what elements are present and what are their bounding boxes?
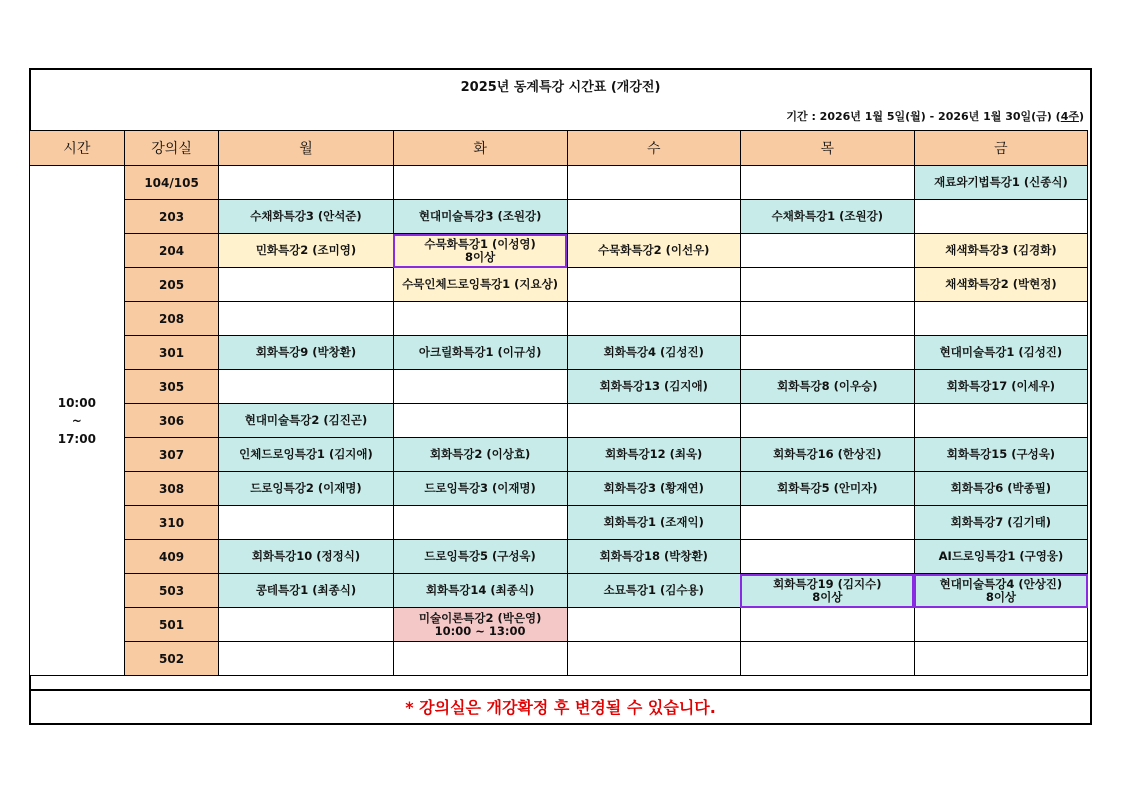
class-cell xyxy=(219,268,393,302)
class-cell xyxy=(740,166,914,200)
room-cell: 308 xyxy=(124,472,219,506)
class-name: 회화특강15 (구성욱) xyxy=(946,447,1056,461)
header-thu: 목 xyxy=(740,131,914,166)
class-name: 현대미술특강1 (김성진) xyxy=(939,345,1063,359)
class-cell xyxy=(914,370,1087,404)
class-cell xyxy=(740,608,914,642)
class-cell xyxy=(914,608,1087,642)
class-name: 회화특강8 (이우승) xyxy=(777,379,878,393)
table-row xyxy=(30,370,1088,404)
period-prefix: 기간 : 2026년 1월 5일(월) - 2026년 1월 30일(금) ( xyxy=(786,110,1061,123)
class-name: 소묘특강1 (김수용) xyxy=(603,583,704,597)
time-end: 17:00 xyxy=(57,431,96,446)
class-cell xyxy=(914,166,1087,200)
class-cell xyxy=(740,234,914,268)
class-cell xyxy=(914,472,1087,506)
room-cell: 503 xyxy=(124,574,219,608)
class-cell xyxy=(914,642,1087,676)
class-cell xyxy=(914,438,1087,472)
class-cell xyxy=(914,404,1087,438)
class-cell xyxy=(567,438,740,472)
class-name: 회화특강6 (박종필) xyxy=(950,481,1052,495)
class-cell xyxy=(567,166,740,200)
class-name: 채색화특강2 (박현정) xyxy=(945,277,1057,291)
class-cell xyxy=(567,608,740,642)
table-row xyxy=(30,642,1088,676)
class-cell xyxy=(567,302,740,336)
class-note: 10:00 ~ 13:00 xyxy=(434,623,526,638)
class-name: 회화특강9 (박창환) xyxy=(255,345,357,359)
class-name: 회화특강5 (안미자) xyxy=(777,481,878,495)
class-name: 현대미술특강4 (안상진) xyxy=(939,576,1063,591)
class-cell xyxy=(567,404,740,438)
class-cell xyxy=(219,608,393,642)
table-row xyxy=(30,404,1088,438)
class-cell xyxy=(219,540,393,574)
class-cell xyxy=(393,268,567,302)
class-cell xyxy=(567,200,740,234)
period-weeks: 4주 xyxy=(1060,110,1079,123)
class-name: 현대미술특강2 (김진곤) xyxy=(244,413,368,427)
class-name: 회화특강10 (정정식) xyxy=(251,549,361,563)
page-title: 2025년 동계특강 시간표 (개강전) xyxy=(460,80,661,95)
class-cell xyxy=(740,540,914,574)
class-cell xyxy=(219,574,393,608)
class-cell xyxy=(914,540,1087,574)
table-row xyxy=(30,540,1088,574)
period-label xyxy=(786,108,1084,124)
table-row xyxy=(30,200,1088,234)
header-fri: 금 xyxy=(914,131,1087,166)
class-name: 회화특강17 (이세우) xyxy=(946,379,1056,393)
class-note: 8이상 xyxy=(812,589,843,604)
class-name: 회화특강13 (김지애) xyxy=(599,379,708,393)
class-cell xyxy=(219,472,393,506)
header-time: 시간 xyxy=(30,131,125,166)
class-cell xyxy=(219,200,393,234)
room-cell: 104/105 xyxy=(124,166,219,200)
room-cell: 306 xyxy=(124,404,219,438)
class-cell xyxy=(393,506,567,540)
class-cell xyxy=(914,234,1087,268)
class-name: 수묵화특강1 (이성영) xyxy=(424,236,536,251)
room-cell: 205 xyxy=(124,268,219,302)
class-cell xyxy=(219,166,393,200)
class-cell xyxy=(740,302,914,336)
class-name: 재료와기법특강1 (신종식) xyxy=(934,175,1068,189)
class-name: 회화특강14 (최종식) xyxy=(425,583,535,597)
class-cell xyxy=(740,438,914,472)
class-name: 회화특강2 (이상효) xyxy=(429,447,531,461)
table-row xyxy=(30,608,1088,642)
class-cell xyxy=(914,574,1087,608)
class-name: 드로잉특강3 (이재명) xyxy=(424,481,536,495)
class-cell xyxy=(914,268,1087,302)
schedule-table xyxy=(29,130,1088,676)
time-range-cell xyxy=(30,166,125,676)
class-cell xyxy=(393,540,567,574)
class-cell xyxy=(567,506,740,540)
class-cell xyxy=(567,234,740,268)
class-cell xyxy=(219,302,393,336)
class-name: 미술이론특강2 (박은영) xyxy=(418,610,542,625)
room-cell: 307 xyxy=(124,438,219,472)
class-cell xyxy=(393,574,567,608)
table-row xyxy=(30,302,1088,336)
class-name: 아크릴화특강1 (이규성) xyxy=(418,345,542,359)
class-cell xyxy=(219,234,393,268)
room-cell: 301 xyxy=(124,336,219,370)
table-row xyxy=(30,472,1088,506)
class-name: 수묵화특강2 (이선우) xyxy=(598,243,710,257)
room-cell: 208 xyxy=(124,302,219,336)
class-cell xyxy=(567,472,740,506)
class-name: 회화특강12 (최욱) xyxy=(605,447,703,461)
class-cell xyxy=(740,404,914,438)
table-row xyxy=(30,574,1088,608)
class-cell xyxy=(393,404,567,438)
class-name: 회화특강7 (김기태) xyxy=(950,515,1052,529)
class-name: 회화특강3 (황재연) xyxy=(603,481,704,495)
table-row xyxy=(30,268,1088,302)
class-cell xyxy=(740,268,914,302)
room-cell: 203 xyxy=(124,200,219,234)
period-suffix: ) xyxy=(1078,110,1084,123)
room-cell: 409 xyxy=(124,540,219,574)
class-cell xyxy=(219,506,393,540)
class-name: 수채화특강3 (안석준) xyxy=(250,209,362,223)
class-name: 회화특강1 (조재익) xyxy=(603,515,704,529)
table-row xyxy=(30,438,1088,472)
class-name: AI드로잉특강1 (구영웅) xyxy=(938,549,1064,563)
class-cell xyxy=(393,472,567,506)
timetable-sheet xyxy=(29,68,1092,725)
class-cell xyxy=(219,438,393,472)
class-name: 현대미술특강3 (조원강) xyxy=(418,209,542,223)
class-cell xyxy=(219,404,393,438)
room-cell: 310 xyxy=(124,506,219,540)
class-cell xyxy=(219,642,393,676)
class-cell xyxy=(393,200,567,234)
class-cell xyxy=(740,574,914,608)
class-name: 인체드로잉특강1 (김지애) xyxy=(239,447,373,461)
class-name: 드로잉특강2 (이재명) xyxy=(250,481,362,495)
class-cell xyxy=(393,302,567,336)
room-cell: 305 xyxy=(124,370,219,404)
class-cell xyxy=(567,540,740,574)
class-note: 8이상 xyxy=(985,589,1017,604)
class-cell xyxy=(914,302,1087,336)
class-name: 콩테특강1 (최종식) xyxy=(255,583,357,597)
class-cell xyxy=(914,506,1087,540)
class-name: 수묵인체드로잉특강1 (지요상) xyxy=(402,277,559,291)
class-cell xyxy=(740,336,914,370)
class-cell xyxy=(567,574,740,608)
class-name: 수채화특강1 (조원강) xyxy=(771,209,884,223)
table-row xyxy=(30,506,1088,540)
room-cell: 501 xyxy=(124,608,219,642)
class-cell xyxy=(393,370,567,404)
class-cell xyxy=(219,370,393,404)
class-cell xyxy=(219,336,393,370)
class-cell xyxy=(567,268,740,302)
class-cell xyxy=(393,166,567,200)
class-cell xyxy=(567,336,740,370)
room-cell: 204 xyxy=(124,234,219,268)
header-row xyxy=(30,131,1088,166)
class-name: 회화특강19 (김지수) xyxy=(773,576,882,591)
table-row xyxy=(30,166,1088,200)
class-name: 회화특강16 (한상진) xyxy=(773,447,882,461)
notice-text: * 강의실은 개강확정 후 변경될 수 있습니다. xyxy=(31,689,1090,723)
class-cell xyxy=(740,370,914,404)
class-cell xyxy=(740,472,914,506)
class-cell xyxy=(740,642,914,676)
header-tue: 화 xyxy=(393,131,567,166)
class-cell xyxy=(393,642,567,676)
room-cell: 502 xyxy=(124,642,219,676)
time-start: 10:00 xyxy=(57,395,96,410)
class-name: 채색화특강3 (김경화) xyxy=(945,243,1057,257)
table-row xyxy=(30,336,1088,370)
class-name: 회화특강18 (박창환) xyxy=(599,549,708,563)
class-name: 회화특강4 (김성진) xyxy=(603,345,704,359)
class-cell xyxy=(393,234,567,268)
header-wed: 수 xyxy=(567,131,740,166)
class-cell xyxy=(393,438,567,472)
class-name: 민화특강2 (조미영) xyxy=(255,243,357,257)
class-note: 8이상 xyxy=(464,249,496,264)
header-room: 강의실 xyxy=(124,131,219,166)
header-mon: 월 xyxy=(219,131,393,166)
class-cell xyxy=(393,608,567,642)
schedule-body xyxy=(30,166,1088,676)
table-row xyxy=(30,234,1088,268)
class-cell xyxy=(914,200,1087,234)
class-cell xyxy=(393,336,567,370)
class-cell xyxy=(567,370,740,404)
time-sep: ~ xyxy=(71,413,82,428)
class-cell xyxy=(740,200,914,234)
class-cell xyxy=(740,506,914,540)
class-name: 드로잉특강5 (구성욱) xyxy=(424,549,536,563)
class-cell xyxy=(914,336,1087,370)
class-cell xyxy=(567,642,740,676)
